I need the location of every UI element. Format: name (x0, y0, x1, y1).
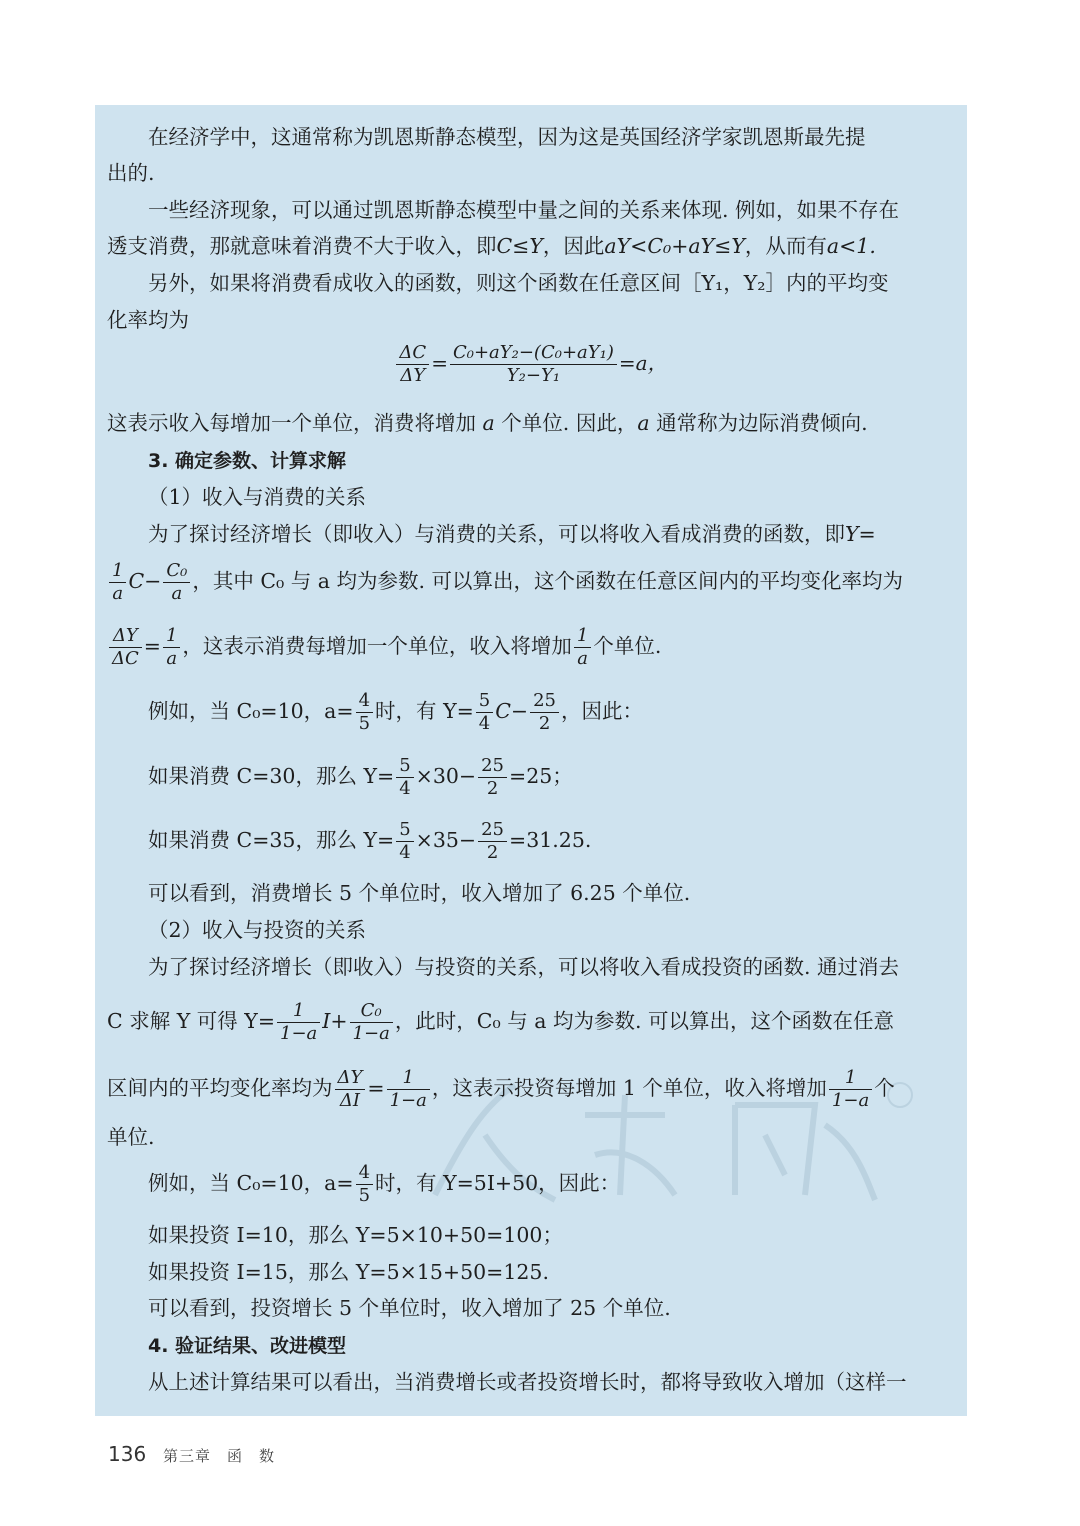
content-panel (95, 105, 967, 1416)
example-line: 如果投资 I=15，那么 Y=5×15+50=125. (148, 1260, 549, 1284)
page-number: 136 (108, 1442, 147, 1466)
para-line: 这表示收入每增加一个单位，消费将增加 a 个单位. 因此，a 通常称为边际消费倾向. (107, 411, 868, 435)
subsection-heading: （1）收入与消费的关系 (148, 485, 367, 509)
para-line: 区间内的平均变化率均为 $\frac{\Delta Y}{\Delta I}$ = $\frac{1}{1-a}$ ，这表示投资每增加 1 个单位，收入将增加 $\frac{1}{1-a}$ 个 (107, 1067, 895, 1111)
chapter-title: 第三章 函 数 (163, 1447, 276, 1465)
example-line: 如果投资 I=10，那么 Y=5×10+50=100； (148, 1223, 563, 1247)
para-line: 在经济学中，这通常称为凯恩斯静态模型，因为这是英国经济学家凯恩斯最先提 (148, 125, 866, 149)
para-line: 从上述计算结果可以看出，当消费增长或者投资增长时，都将导致收入增加（这样一 (148, 1370, 907, 1394)
example-line: 如果消费 C=30，那么 Y= $\frac{5}{4}$ ×30− $\frac{25}{2}$ =25； (148, 755, 573, 799)
example-line: 如果消费 C=35，那么 Y= $\frac{5}{4}$ ×35− $\frac{25}{2}$ =31.25. (148, 819, 592, 863)
example-line: 例如，当 C₀=10，a= $\frac{4}{5}$ 时，有 Y=5I+50，因此： (148, 1162, 621, 1206)
section-heading: 4. 验证结果、改进模型 (148, 1335, 347, 1357)
para-line: 另外，如果将消费看成收入的函数，则这个函数在任意区间［Y₁，Y₂］内的平均变 (148, 271, 889, 295)
section-heading: 3. 确定参数、计算求解 (148, 450, 347, 472)
para-line: 单位. (107, 1125, 155, 1149)
para-line: C 求解 Y 可得 Y= $\frac{1}{1-a}$ I+ $\frac{\text{C₀}}{1-a}$ ，此时，C₀ 与 a 均为参数. 可以算出，这个函数在任意 (107, 1000, 895, 1044)
para-line: 一些经济现象，可以通过凯恩斯静态模型中量之间的关系来体现. 例如，如果不存在 (148, 198, 900, 222)
para-line: 为了探讨经济增长（即收入）与投资的关系，可以将收入看成投资的函数. 通过消去 (148, 955, 900, 979)
example-line: 例如，当 C₀=10，a= $\frac{4}{5}$ 时，有 Y= $\frac{5}{4}$ C− $\frac{25}{2}$ ，因此： (148, 690, 644, 734)
para-line: 可以看到，投资增长 5 个单位时，收入增加了 25 个单位. (148, 1296, 671, 1320)
para-line: 可以看到，消费增长 5 个单位时，收入增加了 6.25 个单位. (148, 881, 691, 905)
para-line: $\frac{\Delta Y}{\Delta C}$ = $\frac{1}{a}$ ，这表示消费每增加一个单位，收入将增加 $\frac{1}{a}$ 个单位. (95, 625, 979, 670)
para-line: 透支消费，那就意味着消费不大于收入，即C≤Y，因此aY<C₀+aY≤Y，从而有a<1. (107, 234, 876, 258)
para-line: 为了探讨经济增长（即收入）与消费的关系，可以将收入看成消费的函数，即Y= (148, 522, 876, 546)
para-line: 出的. (107, 161, 155, 185)
display-equation: $\frac{\Delta C}{\Delta Y}$ = $\frac{\text{C₀+aY₂−(C₀+aY₁)}}{\text{Y₂−Y₁}}$ =a， (95, 342, 967, 387)
subsection-heading: （2）收入与投资的关系 (148, 918, 367, 942)
para-line: $\frac{1}{a}$ C− $\frac{\text{C₀}}{a}$ ，其中 C₀ 与 a 均为参数. 可以算出，这个函数在任意区间内的平均变化率均为 (95, 560, 979, 605)
para-line: 化率均为 (107, 308, 189, 332)
